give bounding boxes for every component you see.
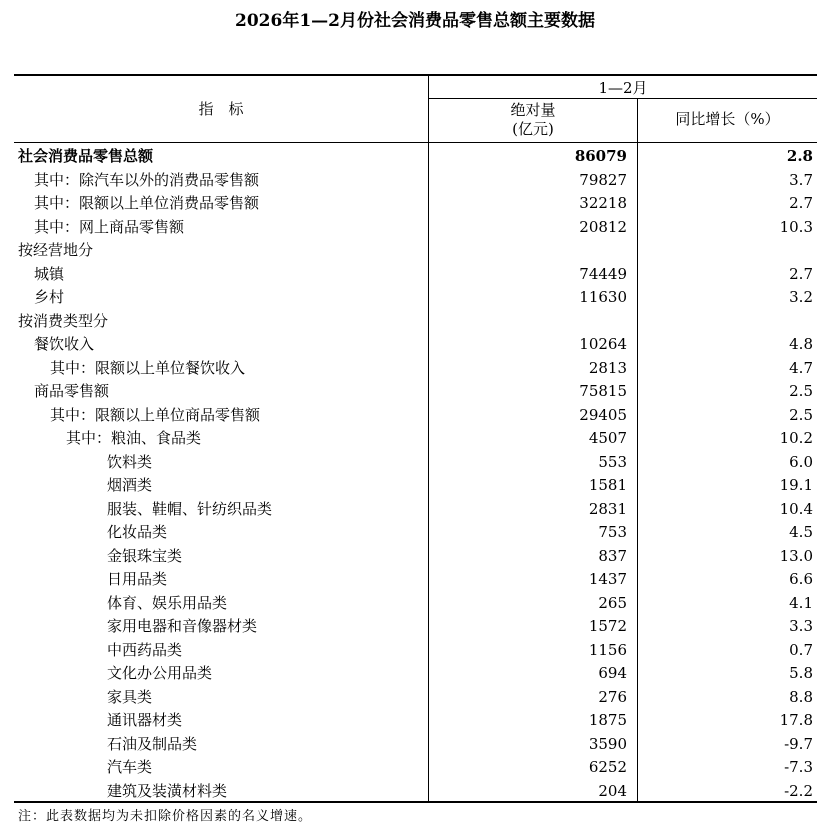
row-label: 文化办公用品类: [107, 664, 213, 682]
table-row: [14, 216, 817, 240]
row-label: 家用电器和音像器材类: [107, 617, 258, 635]
table-row: [14, 169, 817, 193]
row-absolute-value: 2813: [588, 358, 627, 377]
row-label: 中西药品类: [107, 640, 183, 659]
row-absolute-value: 276: [598, 687, 627, 706]
header-bottom-rule: [14, 142, 817, 143]
row-growth-value: -7.3: [784, 758, 813, 776]
table-row: [14, 451, 817, 475]
table-row: [14, 333, 817, 357]
table-row: [14, 239, 817, 263]
table-row: [14, 498, 817, 522]
row-growth-value: 0.7: [789, 640, 813, 659]
row-absolute-value: 11630: [579, 288, 627, 306]
data-table-body: [14, 145, 817, 803]
row-growth-value: 2.7: [789, 264, 813, 283]
row-growth-value: 6.6: [789, 570, 813, 588]
row-growth-value: 3.2: [789, 288, 813, 306]
table-row: [14, 545, 817, 569]
footnote: 注：此表数据均为未扣除价格因素的名义增速。: [18, 809, 313, 824]
row-growth-value: -9.7: [784, 734, 813, 753]
table-row: [14, 263, 817, 287]
row-growth-value: 4.5: [789, 523, 813, 541]
row-growth-value: 17.8: [779, 711, 813, 729]
row-label: 其中：粮油、食品类: [66, 429, 202, 447]
table-row: [14, 192, 817, 216]
header-period: 1—2月: [598, 79, 648, 97]
row-label: 乡村: [34, 288, 65, 306]
row-label: 按消费类型分: [18, 311, 109, 330]
row-absolute-value: 553: [598, 452, 627, 471]
row-growth-value: -2.2: [784, 781, 813, 800]
row-label: 家具类: [107, 687, 153, 706]
row-growth-value: 4.8: [789, 335, 813, 353]
row-growth-value: 10.4: [779, 499, 813, 518]
row-label: 金银珠宝类: [107, 546, 183, 565]
row-absolute-value: 74449: [579, 264, 627, 283]
table-row: [14, 709, 817, 733]
row-absolute-value: 10264: [579, 335, 627, 353]
row-label: 日用品类: [107, 570, 168, 588]
header-growth: 同比增长（%）: [675, 110, 780, 128]
table-row: [14, 310, 817, 334]
row-absolute-value: 1437: [588, 570, 627, 588]
row-label: 餐饮收入: [34, 335, 95, 353]
row-label: 其中：限额以上单位餐饮收入: [50, 358, 246, 377]
table-row: [14, 756, 817, 780]
row-growth-value: 5.8: [789, 664, 813, 682]
table-row: [14, 380, 817, 404]
table-row: [14, 521, 817, 545]
row-label: 化妆品类: [107, 523, 168, 541]
row-growth-value: 10.2: [779, 429, 813, 447]
row-label: 建筑及装潢材料类: [107, 781, 228, 800]
row-label: 服装、鞋帽、针纺织品类: [107, 499, 273, 518]
header-absolute-line2: (亿元): [512, 120, 554, 138]
table-row: [14, 145, 817, 169]
row-absolute-value: 75815: [579, 382, 627, 400]
table-row: [14, 686, 817, 710]
row-absolute-value: 1875: [588, 711, 627, 729]
header-absolute: [429, 101, 637, 139]
row-label: 其中：除汽车以外的消费品零售额: [34, 170, 260, 189]
header-period-rule: [429, 98, 817, 99]
table-row: [14, 780, 817, 804]
row-growth-value: 13.0: [779, 546, 813, 565]
page-title: 2026年1—2月份社会消费品零售总额主要数据: [235, 11, 595, 31]
table-row: [14, 474, 817, 498]
table-row: [14, 357, 817, 381]
row-absolute-value: 6252: [588, 758, 627, 776]
table-row: [14, 568, 817, 592]
row-growth-value: 2.5: [789, 382, 813, 400]
table-row: [14, 592, 817, 616]
table-row: [14, 733, 817, 757]
row-absolute-value: 86079: [574, 147, 627, 165]
table-row: [14, 404, 817, 428]
row-growth-value: 4.7: [789, 358, 813, 377]
row-absolute-value: 79827: [579, 170, 627, 189]
table-row: [14, 427, 817, 451]
row-label: 商品零售额: [34, 382, 110, 400]
row-absolute-value: 753: [598, 523, 627, 541]
row-growth-value: 10.3: [779, 217, 813, 236]
row-label: 石油及制品类: [107, 734, 198, 753]
header-absolute-line1: 绝对量: [510, 101, 556, 119]
row-label: 通讯器材类: [107, 711, 183, 729]
row-absolute-value: 694: [598, 664, 627, 682]
row-label: 其中：限额以上单位商品零售额: [50, 405, 261, 424]
header-indicator: 指 标: [198, 100, 244, 118]
row-label: 按经营地分: [18, 241, 94, 259]
row-growth-value: 8.8: [789, 687, 813, 706]
row-growth-value: 3.7: [789, 170, 813, 189]
row-absolute-value: 32218: [579, 194, 627, 212]
row-growth-value: 2.5: [789, 405, 813, 424]
row-growth-value: 19.1: [779, 476, 813, 494]
table-row: [14, 615, 817, 639]
table-row: [14, 639, 817, 663]
row-label: 烟酒类: [107, 476, 153, 494]
row-absolute-value: 3590: [588, 734, 627, 753]
row-absolute-value: 2831: [588, 499, 627, 518]
row-label: 其中：限额以上单位消费品零售额: [34, 194, 260, 212]
row-absolute-value: 204: [598, 781, 627, 800]
row-absolute-value: 265: [598, 593, 627, 612]
table-bottom-rule: [14, 801, 817, 803]
table-row: [14, 286, 817, 310]
row-absolute-value: 837: [598, 546, 627, 565]
row-growth-value: 3.3: [789, 617, 813, 635]
row-growth-value: 6.0: [789, 452, 813, 471]
row-label: 其中：网上商品零售额: [34, 217, 185, 236]
row-label: 城镇: [34, 264, 65, 283]
row-absolute-value: 20812: [579, 217, 627, 236]
table-top-rule: [14, 74, 817, 76]
row-absolute-value: 4507: [588, 429, 627, 447]
row-absolute-value: 29405: [579, 405, 627, 424]
row-label: 体育、娱乐用品类: [107, 593, 228, 612]
row-label: 饮料类: [107, 452, 153, 471]
row-absolute-value: 1581: [588, 476, 627, 494]
row-absolute-value: 1156: [588, 640, 627, 659]
row-growth-value: 2.8: [786, 147, 813, 165]
table-row: [14, 662, 817, 686]
row-label: 社会消费品零售总额: [18, 147, 154, 165]
row-label: 汽车类: [107, 758, 153, 776]
row-growth-value: 4.1: [789, 593, 813, 612]
row-absolute-value: 1572: [588, 617, 627, 635]
row-growth-value: 2.7: [789, 194, 813, 212]
